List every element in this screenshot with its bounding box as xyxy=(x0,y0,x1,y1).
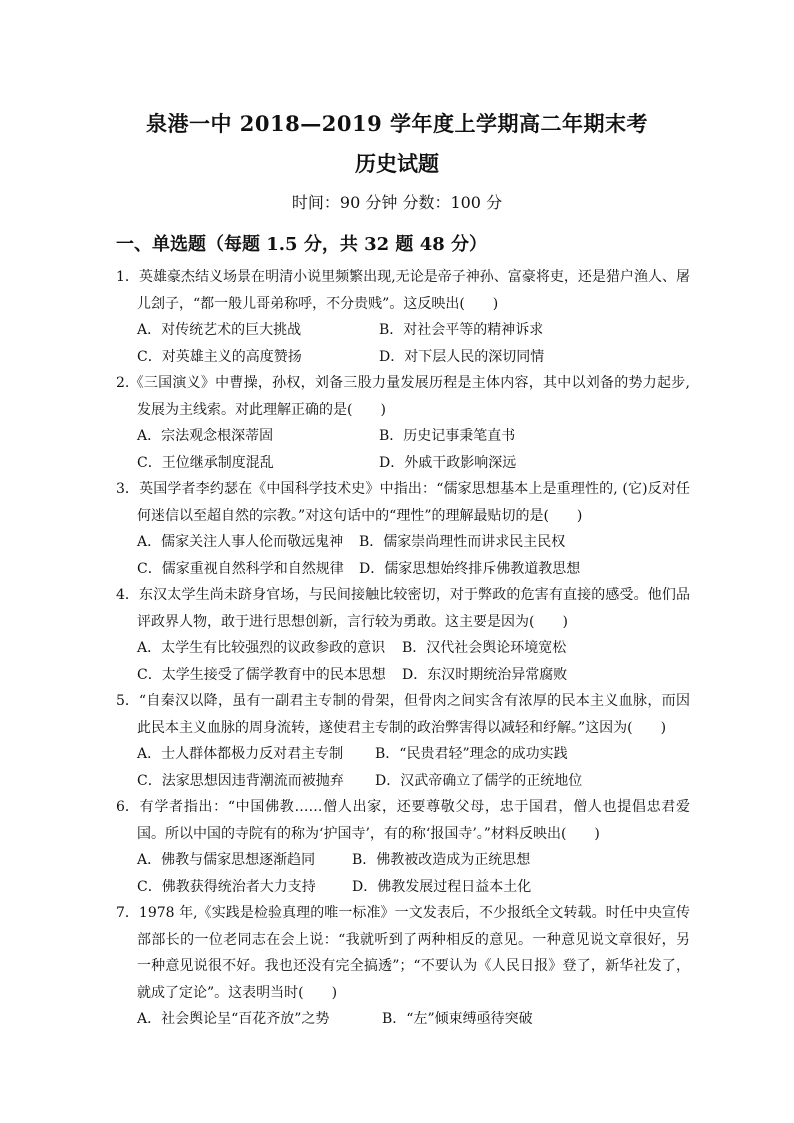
option-c: C．儒家重视自然科学和自然规律 xyxy=(137,560,344,577)
option-list xyxy=(116,423,690,476)
option-list xyxy=(116,529,690,582)
option-d: D．儒家思想始终排斥佛教道教思想 xyxy=(359,560,581,577)
option-d: D．东汉时期统治异常腐败 xyxy=(402,666,568,683)
question-7 xyxy=(116,900,690,1033)
exam-subject: 历史试题 xyxy=(355,151,439,176)
question-stem: 东汉太学生尚未跻身官场，与民间接触比较密切，对于弊政的危害有直接的感受。他们品评政界人物，敢于进行思想创新，言行较为勇敢。这主要是因为( ) xyxy=(137,587,690,630)
question-stem: 英国学者李约瑟在《中国科学技术史》中指出：“儒家思想基本上是重理性的, (它)反对任何迷信以至超自然的宗教。”对这句话中的“理性”的理解最贴切的是( ) xyxy=(137,481,690,524)
question-number: 4． xyxy=(116,587,139,603)
section-heading: 一、单选题（每题 1.5 分，共 32 题 48 分） xyxy=(116,234,488,255)
question-2 xyxy=(116,370,690,476)
option-c: C．对英雄主义的高度赞扬 xyxy=(137,348,302,365)
option-c: C．佛教获得统治者大力支持 xyxy=(137,878,316,895)
option-a: A．社会舆论呈“百花齐放”之势 xyxy=(137,1011,330,1027)
question-stem: 有学者指出：“中国佛教……僧人出家，还要尊敬父母，忠于国君，僧人也提倡忠君爱国。所以中国的寺院有的称为‘护国寺’，有的称‘报国寺’。”材料反映出( ) xyxy=(137,799,690,842)
question-stem: 英雄豪杰结义场景在明清小说里频繁出现,无论是帝子神孙、富豪将吏，还是猎户渔人、屠儿刽子，“都一般儿哥弟称呼，不分贵贱”。这反映出( ) xyxy=(137,269,690,312)
question-5 xyxy=(116,688,690,794)
option-b: B．对社会平等的精神诉求 xyxy=(379,322,544,338)
question-number: 3． xyxy=(116,481,139,497)
option-b: B．“民贵君轻”理念的成功实践 xyxy=(375,746,568,762)
question-stem: 《三国演义》中曹操，孙权，刘备三股力量发展历程是主体内容，其中以刘备的势力起步,发展为主线索。对此理解正确的是( ) xyxy=(129,375,690,418)
question-4 xyxy=(116,582,690,688)
question-1 xyxy=(116,264,690,370)
option-a: A．儒家关注人事人伦而敬远鬼神 xyxy=(137,534,344,550)
option-c: C．法家思想因违背潮流而被抛弃 xyxy=(137,772,344,789)
option-d: D．外戚干政影响深远 xyxy=(379,454,517,471)
question-number: 5． xyxy=(116,693,139,709)
option-d: D．佛教发展过程日益本土化 xyxy=(352,878,532,895)
option-b: B．儒家崇尚理性而讲求民主民权 xyxy=(359,534,566,550)
question-6 xyxy=(116,794,690,900)
option-list xyxy=(116,1006,690,1033)
option-d: D．对下层人民的深切同情 xyxy=(379,348,545,365)
option-d: D．汉武帝确立了儒学的正统地位 xyxy=(375,772,583,789)
option-a: A．佛教与儒家思想逐渐趋同 xyxy=(137,852,316,868)
option-b: B．佛教被改造成为正统思想 xyxy=(352,852,531,868)
question-number: 1． xyxy=(116,269,139,285)
question-number: 7． xyxy=(116,905,139,921)
question-number: 2. xyxy=(116,375,130,391)
question-list xyxy=(116,264,690,1033)
option-list xyxy=(116,847,690,900)
exam-title: 泉港一中 2018—2019 学年度上学期高二年期末考 xyxy=(145,111,648,136)
question-3 xyxy=(116,476,690,582)
option-b: B．历史记事秉笔直书 xyxy=(379,428,516,444)
option-a: A．太学生有比较强烈的议政参政的意识 xyxy=(137,640,386,656)
option-c: C．王位继承制度混乱 xyxy=(137,454,274,471)
option-b: B．汉代社会舆论环境宽松 xyxy=(402,640,567,656)
option-list xyxy=(116,741,690,794)
option-a: A．宗法观念根深蒂固 xyxy=(137,428,274,444)
option-b: B．“左”倾束缚亟待突破 xyxy=(382,1011,533,1027)
option-c: C．太学生接受了儒学教育中的民本思想 xyxy=(137,666,386,683)
option-a: A．对传统艺术的巨大挑战 xyxy=(137,322,302,338)
option-list xyxy=(116,317,690,370)
question-number: 6． xyxy=(116,799,139,815)
exam-time-score: 时间：90 分钟 分数：100 分 xyxy=(291,193,503,212)
question-stem: 1978 年,《实践是检验真理的唯一标准》一文发表后，不少报纸全文转载。时任中央宣传部部长的一位老同志在会上说：“我就听到了两种相反的意见。一种意见说文章很好，另一种意见说很不好。我也还没有完全搞透”；“不要认为《人民日报》登了，新华社发了，就成了定论”。这表明当时( ) xyxy=(137,905,690,1001)
question-stem: “自秦汉以降，虽有一副君主专制的骨架，但骨肉之间实含有浓厚的民本主义血脉，而因此民本主义血脉的周身流转，遂使君主专制的政治弊害得以减轻和纾解。”这因为( ) xyxy=(137,693,690,736)
option-a: A．士人群体都极力反对君主专制 xyxy=(137,746,344,762)
option-list xyxy=(116,635,690,688)
